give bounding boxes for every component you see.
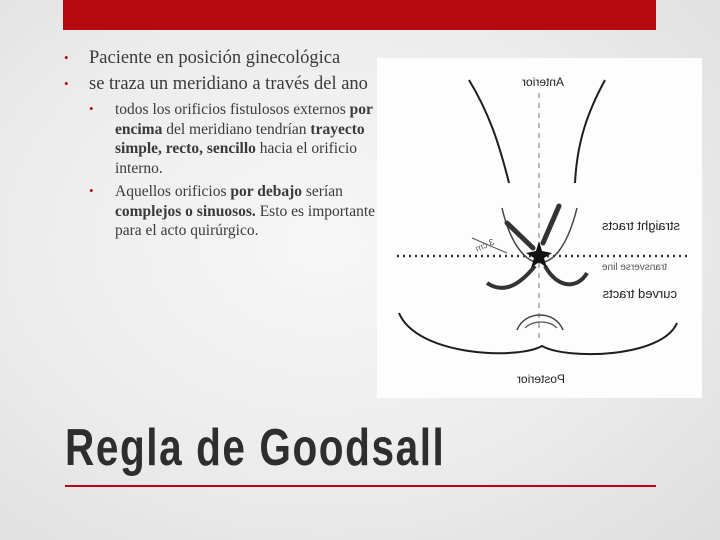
straight-tract-arrow-right — [543, 206, 559, 243]
curved-tracts-label: curved tracts — [602, 286, 677, 301]
sub-bullet-item — [87, 100, 382, 178]
posterior-label: Posterior — [516, 372, 565, 386]
goodsall-diagram — [377, 58, 702, 398]
top-accent-bar — [63, 0, 656, 30]
bullet-text: se traza un meridiano a través del ano — [89, 74, 368, 94]
bullet-icon: • — [64, 76, 69, 91]
sub-bullet-text: todos los orificios fistulosos externos por encima del meridiano tendrían trayecto simple, recto, sencillo hacia el orificio interno. — [115, 101, 373, 177]
bullet-icon: • — [89, 183, 94, 198]
bullet-text: Paciente en posición ginecológica — [89, 48, 341, 68]
right-body-outline — [575, 80, 605, 183]
transverse-line-label: transverse line — [601, 262, 667, 273]
anterior-label: Anterior — [521, 75, 564, 89]
lower-body-outline — [399, 313, 677, 354]
bullet-icon: • — [64, 50, 69, 65]
sub-bullet-list — [87, 100, 382, 241]
three-cm-label: 3 cm — [473, 236, 496, 254]
straight-tracts-label: straight tracts — [601, 218, 680, 233]
bottom-accent-rule — [65, 485, 656, 487]
left-body-outline — [469, 80, 509, 183]
sub-bullet-text: Aquellos orificios por debajo serían complejos o sinuosos. Esto es importante para el acto quirúrgico. — [115, 183, 376, 239]
curved-tract-arrow-right — [545, 266, 587, 284]
bullet-item — [62, 74, 382, 94]
bullet-item — [62, 48, 382, 68]
goodsall-diagram-svg — [377, 58, 702, 398]
curved-tract-arrow-left — [487, 266, 535, 288]
bullet-icon: • — [89, 101, 94, 116]
bullet-list — [62, 48, 382, 245]
slide-title: Regla de Goodsall — [65, 419, 446, 477]
sub-bullet-item — [87, 182, 382, 241]
lower-anatomy-inner — [525, 322, 557, 328]
